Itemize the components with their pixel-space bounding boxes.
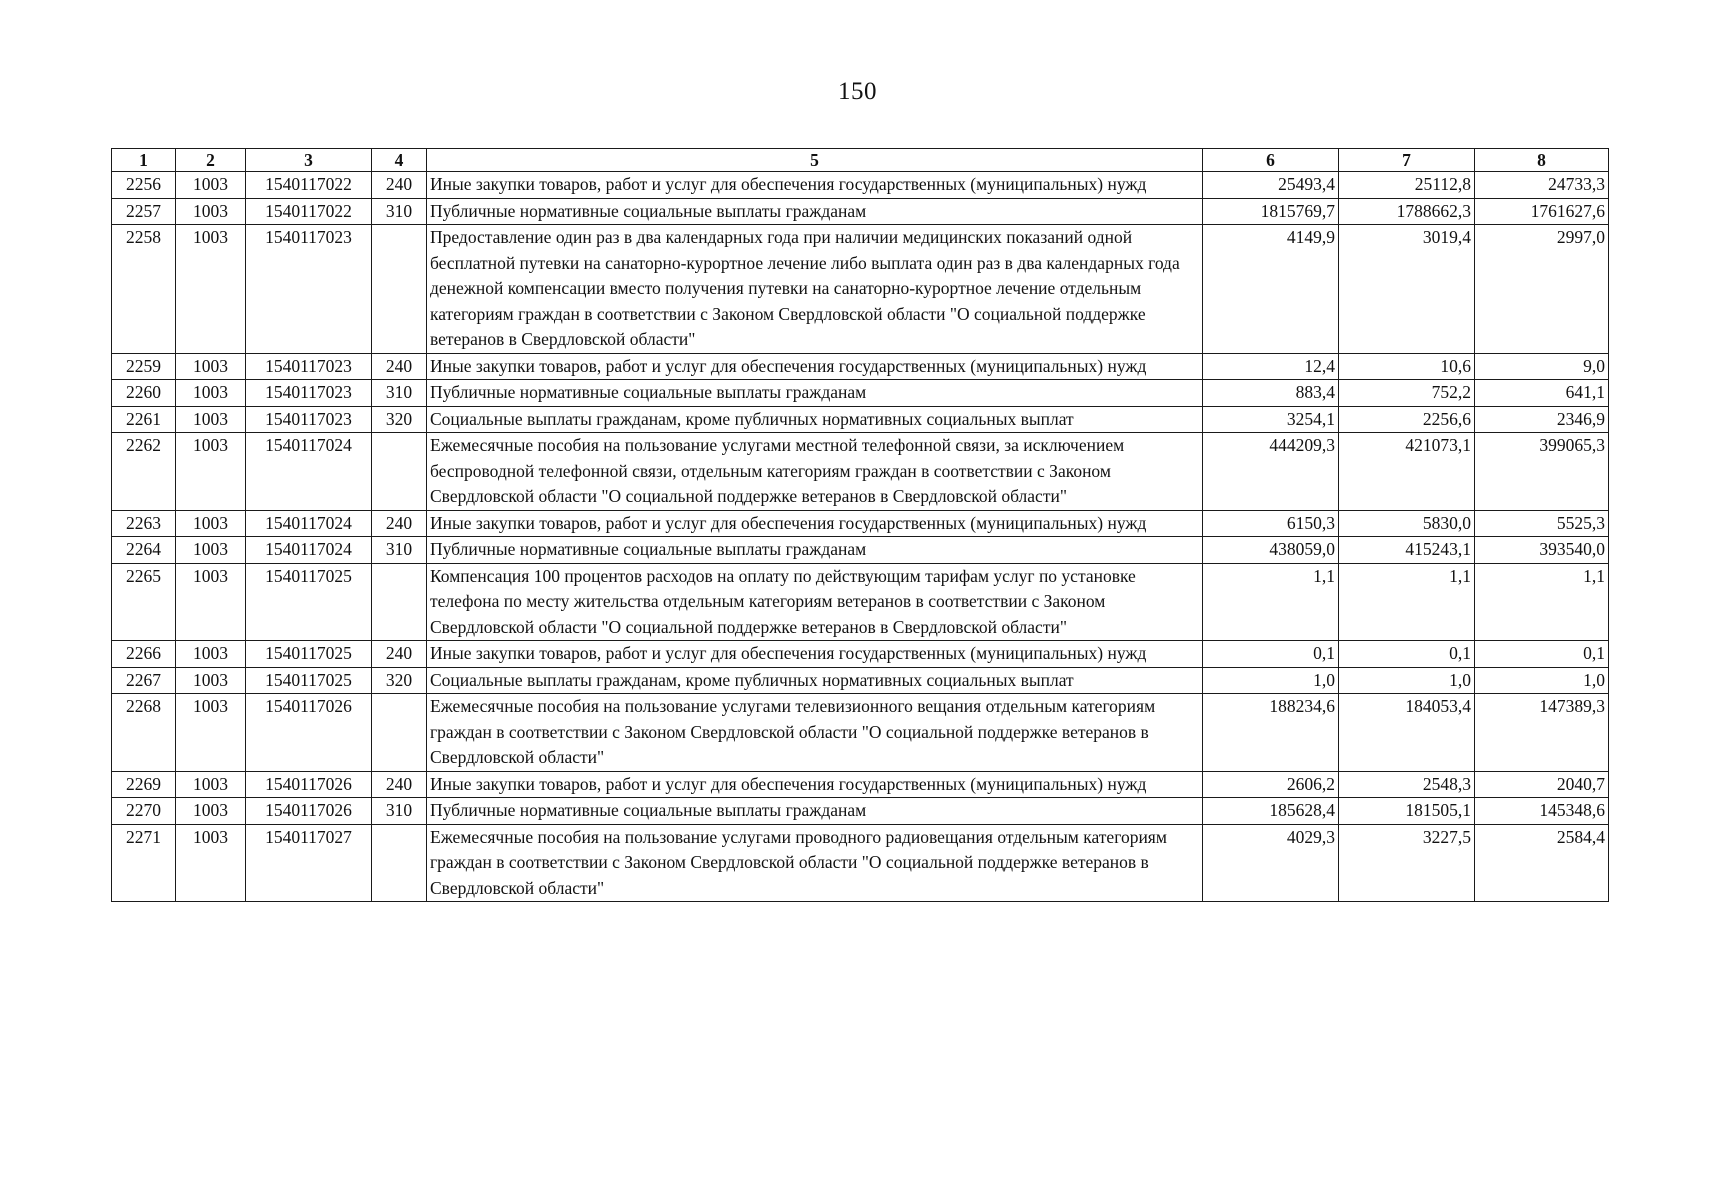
target-code-cell: 1540117026 xyxy=(246,798,372,825)
target-code-cell: 1540117024 xyxy=(246,510,372,537)
amount-col8-cell: 1,0 xyxy=(1475,667,1609,694)
row-number-cell: 2269 xyxy=(112,771,176,798)
target-code-cell: 1540117026 xyxy=(246,771,372,798)
row-number-cell: 2264 xyxy=(112,537,176,564)
amount-col8-cell: 2997,0 xyxy=(1475,225,1609,354)
row-number-cell: 2266 xyxy=(112,641,176,668)
header-cell: 1 xyxy=(112,149,176,172)
target-code-cell: 1540117023 xyxy=(246,406,372,433)
table-row xyxy=(112,798,1609,825)
amount-col7-cell: 421073,1 xyxy=(1339,433,1475,511)
amount-col8-cell: 399065,3 xyxy=(1475,433,1609,511)
expense-type-cell: 320 xyxy=(372,406,427,433)
table-row xyxy=(112,172,1609,199)
section-code-cell: 1003 xyxy=(176,198,246,225)
target-code-cell: 1540117025 xyxy=(246,563,372,641)
row-number-cell: 2260 xyxy=(112,380,176,407)
target-code-cell: 1540117023 xyxy=(246,225,372,354)
description-cell: Публичные нормативные социальные выплаты гражданам xyxy=(427,798,1203,825)
table-row xyxy=(112,433,1609,511)
page-number: 150 xyxy=(838,78,877,105)
section-code-cell: 1003 xyxy=(176,380,246,407)
target-code-cell: 1540117023 xyxy=(246,353,372,380)
header-cell: 7 xyxy=(1339,149,1475,172)
expense-type-cell: 310 xyxy=(372,798,427,825)
amount-col7-cell: 1,0 xyxy=(1339,667,1475,694)
amount-col8-cell: 2346,9 xyxy=(1475,406,1609,433)
amount-col7-cell: 181505,1 xyxy=(1339,798,1475,825)
amount-col7-cell: 10,6 xyxy=(1339,353,1475,380)
target-code-cell: 1540117022 xyxy=(246,198,372,225)
description-cell: Ежемесячные пособия на пользование услугами телевизионного вещания отдельным категориям граждан в соответствии с Законом Свердловской области "О социальной поддержке ветеранов в Свердловской области" xyxy=(427,694,1203,772)
description-cell: Публичные нормативные социальные выплаты гражданам xyxy=(427,198,1203,225)
section-code-cell: 1003 xyxy=(176,537,246,564)
amount-col6-cell: 12,4 xyxy=(1203,353,1339,380)
expense-type-cell: 310 xyxy=(372,537,427,564)
description-cell: Публичные нормативные социальные выплаты гражданам xyxy=(427,380,1203,407)
section-code-cell: 1003 xyxy=(176,406,246,433)
table-row xyxy=(112,641,1609,668)
table-row xyxy=(112,563,1609,641)
target-code-cell: 1540117025 xyxy=(246,667,372,694)
row-number-cell: 2268 xyxy=(112,694,176,772)
section-code-cell: 1003 xyxy=(176,172,246,199)
section-code-cell: 1003 xyxy=(176,510,246,537)
amount-col8-cell: 0,1 xyxy=(1475,641,1609,668)
row-number-cell: 2265 xyxy=(112,563,176,641)
amount-col6-cell: 883,4 xyxy=(1203,380,1339,407)
row-number-cell: 2262 xyxy=(112,433,176,511)
amount-col8-cell: 147389,3 xyxy=(1475,694,1609,772)
row-number-cell: 2263 xyxy=(112,510,176,537)
table-body xyxy=(112,172,1609,902)
table-row xyxy=(112,198,1609,225)
amount-col6-cell: 1,0 xyxy=(1203,667,1339,694)
table-row xyxy=(112,510,1609,537)
amount-col7-cell: 0,1 xyxy=(1339,641,1475,668)
amount-col6-cell: 3254,1 xyxy=(1203,406,1339,433)
expense-type-cell: 240 xyxy=(372,172,427,199)
section-code-cell: 1003 xyxy=(176,433,246,511)
section-code-cell: 1003 xyxy=(176,694,246,772)
expense-type-cell xyxy=(372,694,427,772)
section-code-cell: 1003 xyxy=(176,771,246,798)
header-cell: 3 xyxy=(246,149,372,172)
target-code-cell: 1540117024 xyxy=(246,537,372,564)
section-code-cell: 1003 xyxy=(176,798,246,825)
expense-type-cell: 240 xyxy=(372,510,427,537)
amount-col8-cell: 9,0 xyxy=(1475,353,1609,380)
expense-type-cell: 310 xyxy=(372,198,427,225)
row-number-cell: 2270 xyxy=(112,798,176,825)
description-cell: Иные закупки товаров, работ и услуг для обеспечения государственных (муниципальных) нужд xyxy=(427,353,1203,380)
expense-type-cell: 240 xyxy=(372,771,427,798)
table-row xyxy=(112,380,1609,407)
expense-type-cell xyxy=(372,225,427,354)
target-code-cell: 1540117026 xyxy=(246,694,372,772)
amount-col8-cell: 5525,3 xyxy=(1475,510,1609,537)
row-number-cell: 2261 xyxy=(112,406,176,433)
amount-col6-cell: 2606,2 xyxy=(1203,771,1339,798)
amount-col8-cell: 24733,3 xyxy=(1475,172,1609,199)
amount-col8-cell: 2040,7 xyxy=(1475,771,1609,798)
amount-col6-cell: 188234,6 xyxy=(1203,694,1339,772)
amount-col6-cell: 438059,0 xyxy=(1203,537,1339,564)
amount-col7-cell: 3227,5 xyxy=(1339,824,1475,902)
header-cell: 5 xyxy=(427,149,1203,172)
section-code-cell: 1003 xyxy=(176,225,246,354)
expense-type-cell: 240 xyxy=(372,353,427,380)
description-cell: Социальные выплаты гражданам, кроме публичных нормативных социальных выплат xyxy=(427,406,1203,433)
table-row xyxy=(112,406,1609,433)
header-row xyxy=(112,149,1609,172)
expense-type-cell xyxy=(372,824,427,902)
header-cell: 4 xyxy=(372,149,427,172)
target-code-cell: 1540117022 xyxy=(246,172,372,199)
description-cell: Иные закупки товаров, работ и услуг для обеспечения государственных (муниципальных) нужд xyxy=(427,172,1203,199)
amount-col7-cell: 1,1 xyxy=(1339,563,1475,641)
section-code-cell: 1003 xyxy=(176,641,246,668)
row-number-cell: 2257 xyxy=(112,198,176,225)
description-cell: Иные закупки товаров, работ и услуг для обеспечения государственных (муниципальных) нужд xyxy=(427,771,1203,798)
amount-col8-cell: 145348,6 xyxy=(1475,798,1609,825)
amount-col7-cell: 752,2 xyxy=(1339,380,1475,407)
expense-type-cell: 240 xyxy=(372,641,427,668)
target-code-cell: 1540117023 xyxy=(246,380,372,407)
amount-col8-cell: 1,1 xyxy=(1475,563,1609,641)
expense-type-cell xyxy=(372,563,427,641)
amount-col8-cell: 641,1 xyxy=(1475,380,1609,407)
header-cell: 8 xyxy=(1475,149,1609,172)
amount-col6-cell: 1,1 xyxy=(1203,563,1339,641)
table-row xyxy=(112,537,1609,564)
target-code-cell: 1540117024 xyxy=(246,433,372,511)
table-row xyxy=(112,824,1609,902)
section-code-cell: 1003 xyxy=(176,824,246,902)
budget-table xyxy=(111,148,1609,902)
amount-col6-cell: 4029,3 xyxy=(1203,824,1339,902)
amount-col6-cell: 0,1 xyxy=(1203,641,1339,668)
row-number-cell: 2258 xyxy=(112,225,176,354)
amount-col7-cell: 1788662,3 xyxy=(1339,198,1475,225)
expense-type-cell xyxy=(372,433,427,511)
target-code-cell: 1540117025 xyxy=(246,641,372,668)
amount-col7-cell: 3019,4 xyxy=(1339,225,1475,354)
section-code-cell: 1003 xyxy=(176,353,246,380)
amount-col6-cell: 4149,9 xyxy=(1203,225,1339,354)
table-row xyxy=(112,353,1609,380)
amount-col6-cell: 6150,3 xyxy=(1203,510,1339,537)
expense-type-cell: 320 xyxy=(372,667,427,694)
amount-col6-cell: 185628,4 xyxy=(1203,798,1339,825)
amount-col7-cell: 2548,3 xyxy=(1339,771,1475,798)
row-number-cell: 2271 xyxy=(112,824,176,902)
description-cell: Предоставление один раз в два календарных года при наличии медицинских показаний одной бесплатной путевки на санаторно-курортное лечение либо выплата один раз в два календарных года денежной компенсации вместо получения путевки на санаторно-курортное лечение отдельным категориям граждан в соответствии с Законом Свердловской области "О социальной поддержке ветеранов в Свердловской области" xyxy=(427,225,1203,354)
description-cell: Ежемесячные пособия на пользование услугами местной телефонной связи, за исключением беспроводной телефонной связи, отдельным категориям граждан в соответствии с Законом Свердловской области "О социальной поддержке ветеранов в Свердловской области" xyxy=(427,433,1203,511)
description-cell: Иные закупки товаров, работ и услуг для обеспечения государственных (муниципальных) нужд xyxy=(427,641,1203,668)
amount-col7-cell: 25112,8 xyxy=(1339,172,1475,199)
amount-col8-cell: 2584,4 xyxy=(1475,824,1609,902)
header-cell: 2 xyxy=(176,149,246,172)
amount-col7-cell: 2256,6 xyxy=(1339,406,1475,433)
amount-col6-cell: 25493,4 xyxy=(1203,172,1339,199)
amount-col7-cell: 184053,4 xyxy=(1339,694,1475,772)
row-number-cell: 2267 xyxy=(112,667,176,694)
amount-col7-cell: 415243,1 xyxy=(1339,537,1475,564)
description-cell: Иные закупки товаров, работ и услуг для обеспечения государственных (муниципальных) нужд xyxy=(427,510,1203,537)
amount-col8-cell: 1761627,6 xyxy=(1475,198,1609,225)
description-cell: Социальные выплаты гражданам, кроме публичных нормативных социальных выплат xyxy=(427,667,1203,694)
description-cell: Ежемесячные пособия на пользование услугами проводного радиовещания отдельным категориям граждан в соответствии с Законом Свердловской области "О социальной поддержке ветеранов в Свердловской области" xyxy=(427,824,1203,902)
amount-col6-cell: 444209,3 xyxy=(1203,433,1339,511)
target-code-cell: 1540117027 xyxy=(246,824,372,902)
section-code-cell: 1003 xyxy=(176,563,246,641)
amount-col8-cell: 393540,0 xyxy=(1475,537,1609,564)
amount-col7-cell: 5830,0 xyxy=(1339,510,1475,537)
table-row xyxy=(112,694,1609,772)
description-cell: Публичные нормативные социальные выплаты гражданам xyxy=(427,537,1203,564)
section-code-cell: 1003 xyxy=(176,667,246,694)
table-row xyxy=(112,225,1609,354)
expense-type-cell: 310 xyxy=(372,380,427,407)
row-number-cell: 2256 xyxy=(112,172,176,199)
header-cell: 6 xyxy=(1203,149,1339,172)
table-row xyxy=(112,771,1609,798)
row-number-cell: 2259 xyxy=(112,353,176,380)
amount-col6-cell: 1815769,7 xyxy=(1203,198,1339,225)
description-cell: Компенсация 100 процентов расходов на оплату по действующим тарифам услуг по установке телефона по месту жительства отдельным категориям ветеранов в соответствии с Законом Свердловской области "О социальной поддержке ветеранов в Свердловской области" xyxy=(427,563,1203,641)
table-row xyxy=(112,667,1609,694)
